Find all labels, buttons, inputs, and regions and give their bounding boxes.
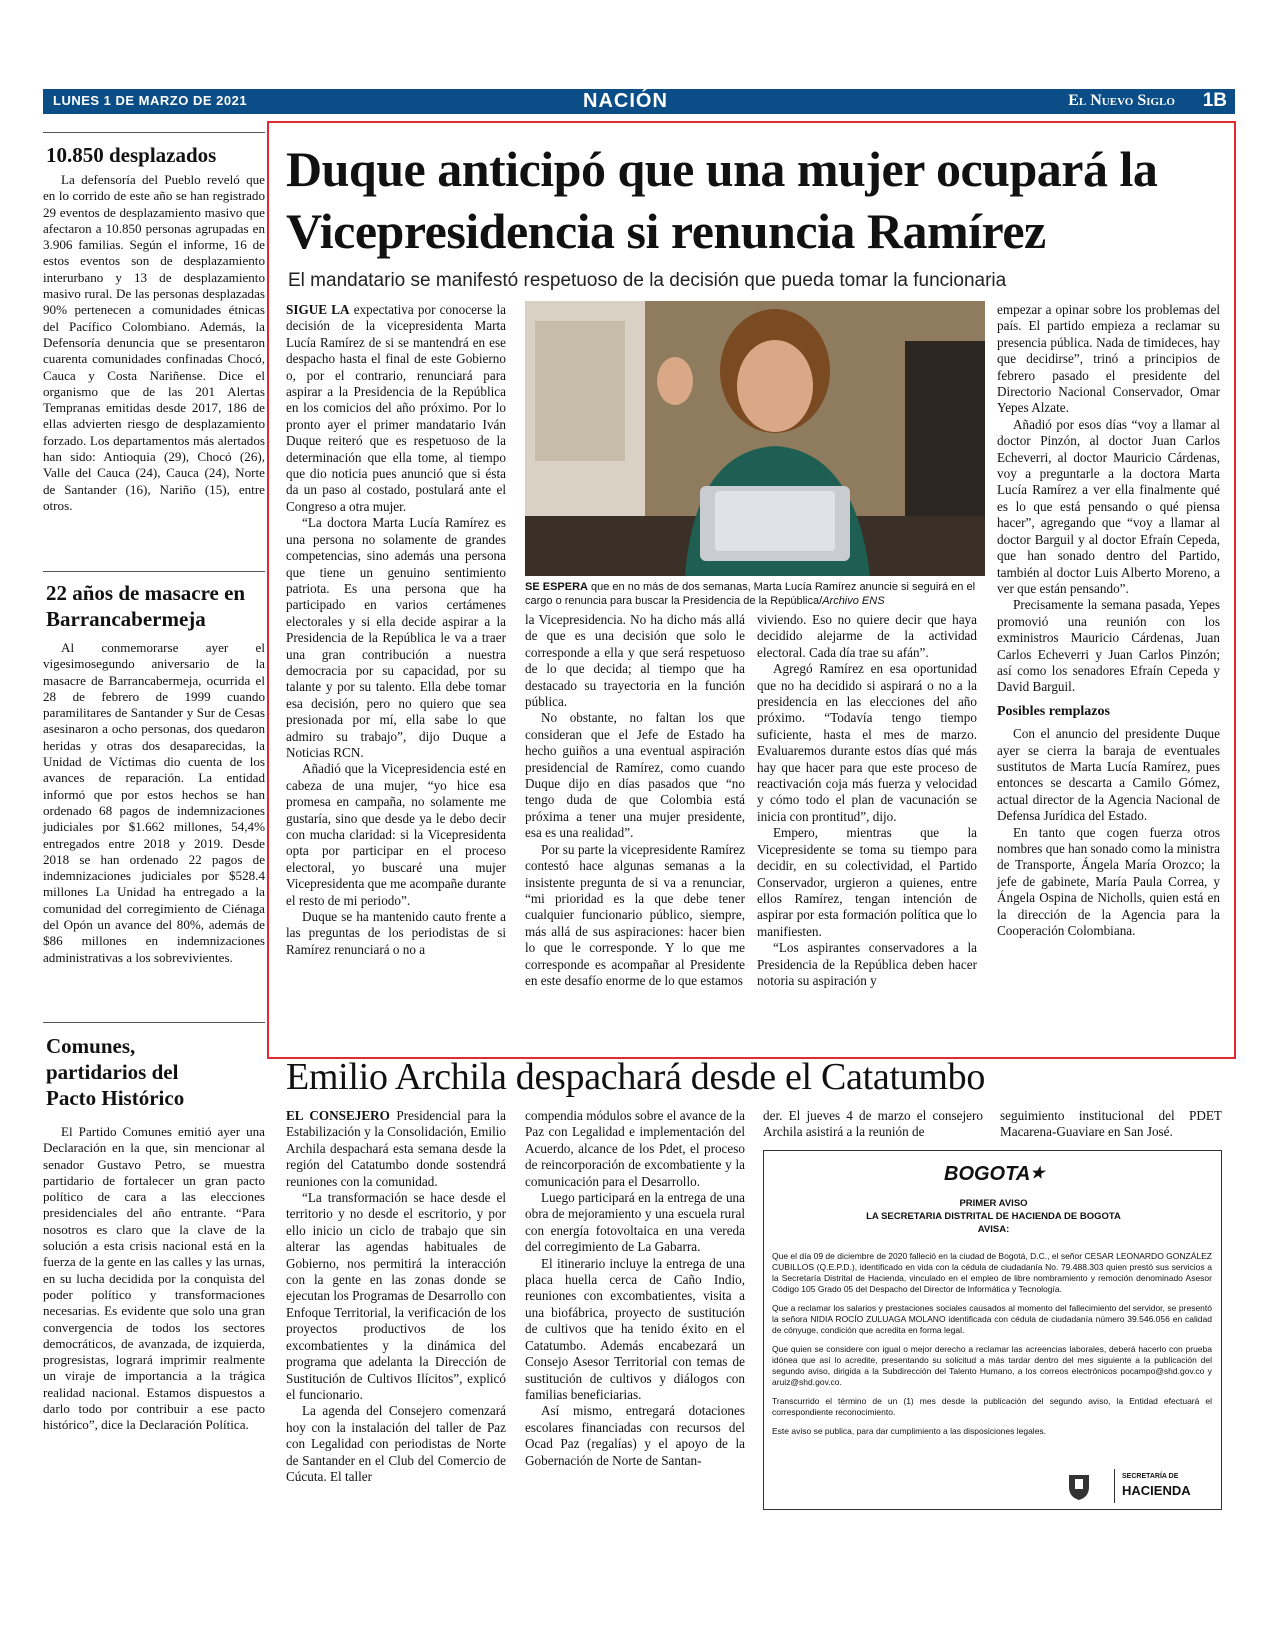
- legal-notice-box: [763, 1150, 1222, 1510]
- sidebar-divider: [43, 1022, 265, 1023]
- second-col4-text: seguimiento institucional del PDET Macarena-Guaviare en San José.: [1000, 1108, 1222, 1140]
- notice-heading: [764, 1197, 1223, 1236]
- sidebar-story2-body: Al conmemorarse ayer el vigesimosegundo aniversario de la masacre de Barrancabermeja, ocurrida el 28 de febrero de 1999 cuando paramilitares de Santander y Sur de Cesas asesinaron a ocho personas, dos quedaron heridas y otras dos desaparecidas, la Unidad de Víctimas dio cuenta de los avances de reparación. La entidad informó que por estos hechos se han ordenado 68 pagos de indemnizaciones judiciales por $1.662 millones, 54,4% entregados entre 2018 y 2019. Desde 2018 se han ordenado 22 pagos de indemnizaciones judiciales por $528.4 millones La Unidad ha entregado a la comunidad del corregimiento de Ciénaga del Opón un avance del 80%, además de $86 millones en indemnizaciones administrativas a los sobrevivientes.: [43, 640, 265, 965]
- notice-footer-divider: [1114, 1469, 1115, 1503]
- second-column-2: [525, 1108, 745, 1469]
- star-icon: ★: [1030, 1165, 1045, 1182]
- main-column-4: [997, 302, 1220, 939]
- main-col3-p4: “Los aspirantes conservadores a la Presidencia de la República deben hacer notoria su aspiración y: [757, 940, 977, 988]
- main-lead: SIGUE LA: [286, 302, 350, 317]
- main-col4-p2: Añadió por esos días “voy a llamar al doctor Pinzón, al doctor Juan Carlos Echeverri, al doctor Mauricio Cárdenas, voy a preguntarle a la doctora Marta Lucía Ramírez a ver ella finalmente qué es lo que está pensando o qué piensa hacer”, agregando que “voy a llamar al doctor Barguil y al doctor Efraín Cepeda, que han sonado dentro del Partido, también al doctor Luis Alberto Moreno, a ver que están pensando”.: [997, 416, 1220, 596]
- second-lead: EL CONSEJERO: [286, 1108, 390, 1123]
- second-column-4: [1000, 1108, 1222, 1141]
- main-col3-p2: Agregó Ramírez en esa oportunidad que no ha decidido si aspirará o no a la presidencia en las elecciones del año próximo. “Todavía tengo tiempo suficiente, hasta el mes de marzo. Evaluaremos durante estos días qué más hay que hacer para que este proceso de reactivación coja más fuerza y velocidad y cómo todo el plan de vacunación se inicia con prontitud”, dijo.: [757, 661, 977, 824]
- issue-date: LUNES 1 DE MARZO DE 2021: [53, 93, 248, 108]
- sidebar-story3-title: Comunes, partidarios del Pacto Histórico: [46, 1034, 185, 1110]
- vicepresident-photo: [525, 301, 985, 576]
- main-col3-p3: Empero, mientras que la Vicepresidente se toma su tiempo para decidir, en su colectividad, el Partido Conservador, urgieron a quienes, entre ellos Ramírez, tengan intención de aspirar por esta formación política que lo manifiesten.: [757, 825, 977, 939]
- sidebar-divider: [43, 132, 265, 133]
- main-column-1: [286, 302, 506, 958]
- main-headline: Duque anticipó que una mujer ocupará la Vicepresidencia si renuncia Ramírez: [286, 141, 1158, 259]
- second-column-1: [286, 1108, 506, 1485]
- main-col1-p4: Duque se ha mantenido cauto frente a las preguntas de los periodistas de si Ramírez renunciará o no a: [286, 909, 506, 957]
- notice-line1: PRIMER AVISO: [959, 1198, 1028, 1209]
- caption-text: que en no más de dos semanas, Marta Lucía Ramírez anuncie si seguirá en el cargo o renuncia para buscar la Presidencia de la República/: [525, 581, 976, 607]
- notice-p1: Que el día 09 de diciembre de 2020 falleció en la ciudad de Bogotá, D.C., el señor CESAR LEONARDO GONZÁLEZ CUBILLOS (Q.E.P.D.), identificado en vida con la cédula de ciudadanía No. 79.488.303 quien prestó sus servicios a la Secretaría Distrital de Hacienda, vinculado en el empleo de libre nombramiento y remoción denominado Asesor Código 105 Grado 05 del Despacho del Director de Informática y Tecnología.: [772, 1251, 1212, 1294]
- main-col4-p5: En tanto que cogen fuerza otros nombres que han sonado como la ministra de Transporte, Ángela María Orozco; la jefe de gabinete, María Paula Correa, y Ángela Ospina de Nicholls, quien está en la dirección de la Agencia para la Cooperación Colombiana.: [997, 824, 1220, 939]
- second-col3-text: der. El jueves 4 de marzo el consejero Archila asistirá a la reunión de: [763, 1108, 983, 1140]
- notice-p5: Este aviso se publica, para dar cumplimiento a las disposiciones legales.: [772, 1426, 1047, 1436]
- sidebar-divider: [43, 571, 265, 572]
- main-column-3: [757, 612, 977, 989]
- second-column-3: [763, 1108, 983, 1141]
- second-col2-p1: compendia módulos sobre el avance de la Paz con Legalidad e implementación del Acuerdo, alcance de los Pdet, el proceso de reincorporación de excombatiente y la comunicación para el Desarrollo.: [525, 1108, 745, 1189]
- notice-p3: Que quien se considere con igual o mejor derecho a reclamar las acreencias laborales, deberá hacerlo con prueba idónea que así lo acredite, presentando su solicitud a más tardar dentro del mes siguiente a la publicación del segundo aviso, dirigida a la Subdirección del Talento Humano, a los correos electrónicos pocampo@shd.gov.co y aruiz@shd.gov.co.: [772, 1344, 1212, 1387]
- page-header-bar: [43, 89, 1235, 114]
- second-col1-p1: Presidencial para la Estabilización y la Consolidación, Emilio Archila despachará esta semana desde la región del Catatumbo donde sostendrá reuniones con la comunidad.: [286, 1108, 506, 1189]
- main-col2-p2: No obstante, no faltan los que consideran que el Jefe de Estado ha hecho guiños a una eventual aspiración presidencial de Ramírez, como cuando Duque dijo en días pasados que “no tengo duda de que Colombia está próxima a tener una mujer presidente, esa es una realidad”.: [525, 710, 745, 841]
- bogota-logo: [944, 1163, 1045, 1186]
- main-col1-p3: Añadió que la Vicepresidencia esté en cabeza de una mujer, “yo hice esa promesa en campaña, no solamente me gustaría, sino que desde ya le debo decir con mucha claridad: si la Vicepresidenta opta por participar en el proceso electoral, yo buscaré una mujer Vicepresidenta que me acompañe durante el resto de mi periodo”.: [286, 761, 506, 908]
- photo-illustration: [525, 301, 985, 576]
- second-col1-p3: La agenda del Consejero comenzará hoy con la instalación del taller de Paz con Legalidad con periodistas de Norte de Santander en el Club del Comercio de Cúcuta. El taller: [286, 1403, 506, 1484]
- main-subtitle: El mandatario se manifestó respetuoso de la decisión que pueda tomar la funcionaria: [288, 270, 1007, 291]
- main-col1-p1: expectativa por conocerse la decisión de la vicepresidenta Marta Lucía Ramírez de si se mantendrá en ese despacho hasta el final de este Gobierno o, por el contrario, renunciará para aspirar a la Presidencia de la República en los comicios del año próximo. Por lo pronto ayer el primer mandatario Iván Duque reiteró que es respetuoso de la determinación que ella tome, al tiempo que dio noticia pues anunció que si ésta da un paso al costado, postulará ante el Congreso a otra mujer.: [286, 302, 507, 514]
- section-title: NACIÓN: [583, 90, 668, 112]
- second-headline: Emilio Archila despachará desde el Catatumbo: [286, 1056, 986, 1098]
- sidebar-story1-body: La defensoría del Pueblo reveló que en lo corrido de este año se han registrado 29 eventos de desplazamiento masivo que afectaron a 10.850 personas agrupadas en 3.906 familias. Según el informe, 16 de estos eventos son de desplazamiento interurbano y 13 de desplazamiento masivo rural. De las personas desplazadas 90% pertenecen a comunidades étnicas del Pacífico Colombiano. Además, la Defensoría denuncia que se presentaron cuarenta comunidades confinadas Chocó, Cauca y Costa Nariñense. Dice el organismo que de las 201 Alertas Tempranas emitidas desde 2017, 186 de ellas advierten riesgo de desplazamiento forzado. Los departamentos más alertados han sido: Antioquia (29), Chocó (26), Valle del Cauca (24), Cauca (24), Norte de Santander (16), Nariño (15), entre otros.: [43, 172, 265, 513]
- sidebar-story3-body: El Partido Comunes emitió ayer una Declaración en la que, sin mencionar al senador Gustavo Petro, se muestra partidario de fortalecer un gran pacto político de cara a las elecciones presidenciales del año entrante. “Para nosotros es claro que la clave de la solución a esta crisis nacional está en la fuerza de la gente en las calles y las urnas, en su lucha decidida por la conquista del poder político y transformaciones necesarias. Es evidente que solo una gran convergencia de todos los sectores democráticos, de avanzada, de izquierda, progresistas, logrará imprimir realmente un viraje de importancia a la trágica realidad nacional. Estamos dispuestos a darlo todo por contribuir a ese pacto histórico”, dice la Declaración Política.: [43, 1124, 265, 1433]
- second-col1-p2: “La transformación se hace desde el territorio y no desde el escritorio, y por ello inicio un ciclo de trabajo que sin alterar las agendas habituales de Gobierno, nos permitirá la interacción con la gente en las zonas donde se ejecutan los Programas de Desarrollo con Enfoque Territorial, la verificación de los proyectos productivos de los excombatientes y la dinámica del programa que adelanta la Dirección de Sustitución de Cultivos Ilícitos”, explicó el funcionario.: [286, 1190, 506, 1402]
- photo-caption: [525, 580, 985, 608]
- page-number: 1B: [1202, 90, 1227, 111]
- notice-p4: Transcurrido el término de un (1) mes desde la publicación del segundo aviso, la Entidad efectuará el correspondiente reconocimiento.: [772, 1396, 1212, 1417]
- notice-body: [772, 1251, 1212, 1445]
- bogota-logo-text: BOGOTA: [944, 1163, 1031, 1185]
- caption-lead: SE ESPERA: [525, 581, 588, 593]
- main-col3-p1: viviendo. Eso no quiere decir que haya decidido alejarme de la actividad electoral. Cada día trae su afán”.: [757, 612, 977, 660]
- notice-line3: AVISA:: [977, 1224, 1010, 1235]
- main-col2-p3: Por su parte la vicepresidente Ramírez contestó hace algunas semanas a la insistente pregunta de si va a renunciar, “mi prioridad es la que debe tener cualquier funcionario público, siempre, más allá de sus aspiraciones: hacer bien lo que le corresponde. Y lo que me corresponde es acompañar al Presidente en este desafío enorme de lo que estamos: [525, 841, 745, 988]
- second-col2-p2: Luego participará en la entrega de una obra de mejoramiento y una escuela rural con energía fotovoltaica en una vereda del corregimiento de La Gabarra.: [525, 1190, 745, 1255]
- notice-footer-dept: SECRETARÍA DE: [1122, 1473, 1179, 1480]
- main-col4-p1: empezar a opinar sobre los problemas del país. El partido empieza a reclamar su presencia pública. Nada de timideces, hay que decidirse”, trinó a principios de febrero pasado el presidente del Directorio Nacional Conservador, Omar Yepes Alzate.: [997, 302, 1220, 416]
- notice-footer-name: HACIENDA: [1122, 1483, 1191, 1498]
- main-col4-p4: Con el anuncio del presidente Duque ayer se cierra la baraja de eventuales sustitutos de Marta Lucía Ramírez, pues entonces se descarta a Camilo Gómez, actual director de la Agencia Nacional de Defensa Jurídica del Estado.: [997, 726, 1220, 824]
- second-col2-p4: Así mismo, entregará dotaciones escolares financiadas con recursos del Ocad Paz (regalías) y el apoyo de la Gobernación de Norte de Santan-: [525, 1403, 745, 1468]
- sidebar-story1-title: 10.850 desplazados: [46, 143, 217, 167]
- newspaper-name: El Nuevo Siglo: [1068, 92, 1175, 109]
- main-col4-p3: Precisamente la semana pasada, Yepes promovió una reunión con los exministros Mauricio Cárdenas, Juan Carlos Echeverri y Juan Carlos Pinzón; así como los senadores Efraín Cepeda y David Barguil.: [997, 597, 1220, 695]
- caption-credit: Archivo ENS: [822, 595, 885, 607]
- notice-line2: LA SECRETARIA DISTRITAL DE HACIENDA DE BOGOTA: [866, 1211, 1121, 1222]
- notice-p2: Que a reclamar los salarios y prestaciones sociales causados al momento del fallecimiento del servidor, se presentó la señora NIDIA ROCÍO ZULUAGA MOLANO identificada con cédula de ciudadanía número 39.546.056 en calidad de cónyuge, condición que acredita en forma legal.: [772, 1303, 1212, 1335]
- second-col2-p3: El itinerario incluye la entrega de una placa huella cerca de Caño Indio, reuniones con excombatientes, visita a una biofábrica, proyecto de sustitución de cultivos que ha tenido éxito en el Catatumbo. Además encabezará un Consejo Asesor Territorial con temas de sustitución de cultivos y diálogos con familias beneficiarias.: [525, 1255, 745, 1402]
- main-col2-p1: la Vicepresidencia. No ha dicho más allá de que es una decisión que solo le corresponde a ella y que será respetuoso de lo que decida; al tiempo que ha destacado su trayectoria en la función pública.: [525, 612, 745, 710]
- sidebar-story2-title: 22 años de masacre en Barrancabermeja: [46, 581, 246, 631]
- main-col1-p2: “La doctora Marta Lucía Ramírez es una persona no solamente de grandes competencias, sino además una persona que tiene un genuino sentimiento patriota. Es una persona que ha participado en varios certámenes electorales y si ella decide aspirar a la Presidencia de la República le va a traer una gran contribución a nuestra democracia por su capacidad, por su talante y por su talento. Ella debe tomar esa decisión, pero no quiero que sea presionada por mí, ella sabe lo que admiro su trabajo”, dijo Duque a Noticias RCN.: [286, 515, 506, 760]
- main-column-2: [525, 612, 745, 989]
- coat-of-arms-icon: [1064, 1473, 1094, 1501]
- subheading: Posibles remplazos: [997, 703, 1110, 719]
